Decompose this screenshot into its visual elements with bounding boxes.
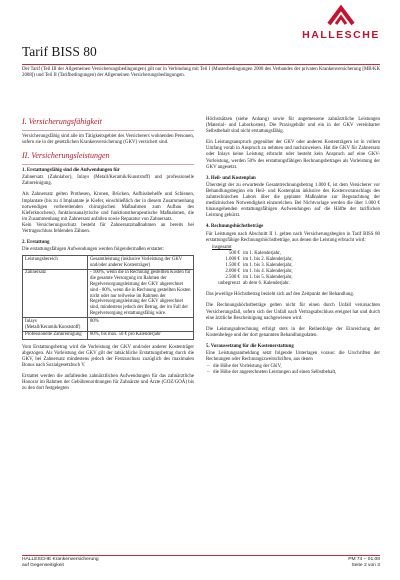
table-cell-label: Zahnersatz	[23, 269, 88, 317]
subsection-heading: 5. Voraussetzung für die Kostenerstattung	[206, 343, 294, 349]
subsection-heading: 4. Rechnungshöchstbeträge	[206, 224, 264, 230]
amount-list-heading: insgesamt	[212, 244, 232, 250]
benefit-table	[22, 255, 194, 339]
paragraph: Versicherungsfähig sind alle im Tätigkeitsgebiet des Versicherers wohnenden Personen, sofern sie in der gesetzlichen Krankenversicherung (GKV) versichert sind.	[22, 134, 194, 146]
paragraph: Höchstsätzen (siehe Anhang) sowie für angemessene zahnärztliche Leistungen (Material- und Laborkosten). Die Praxisgebühr und ein in der GKV vereinbarter Selbstbehalt sind nicht erstattungsfähig.	[206, 117, 380, 135]
amount-text: im 1. bis 3. Kalenderjahr,	[243, 262, 293, 268]
subsection-heading: 1. Erstattungsfähig sind die Aufwendungen für	[22, 168, 120, 174]
brand-logo	[296, 4, 386, 41]
paragraph: Die Leistungsabrechnung erfolgt stets in der Reihenfolge der Einreichung der Kostenbelege und der dort genannten Behandlungsdaten.	[206, 326, 380, 338]
list-item: – die Höhe der angerechneten Leistungen auf einen Selbstbehalt,	[213, 370, 380, 376]
paragraph: Die Rechnungshöchstbeträge gelten nicht für einen durch Unfall verursachten Versicherungsfall, sofern sich der Unfall nach Vertragsabschluss ereignet hat und durch eine ärztliche Bescheinigung nachgewiesen wird.	[206, 303, 380, 321]
table-row	[23, 318, 194, 332]
amount-value: 1.500 €	[225, 262, 240, 268]
section-divider	[22, 130, 194, 131]
table-row	[23, 256, 194, 270]
amount-text: im 1. bis 5. Kalenderjahr,	[243, 275, 293, 281]
amount-text: im 1. Kalenderjahr,	[243, 250, 281, 256]
paragraph: Ein Leistungsanspruch gegenüber der GKV oder anderen Kostenträgern ist in vollem Umfang vorab in Anspruch zu nehmen und nachzuweisen. Hat die GKV für Zahnersatz oder Inlays keine Leistung erbracht oder besteht kein Anspruch auf eine GKV-Vorleistung, werden 50% des erstattungsfähigen Rechnungsbetrages als Vorleistung der GKV angesetzt.	[206, 140, 380, 170]
subsection-heading: 3. Heil- und Kostenplan	[206, 175, 256, 181]
paragraph: Übersteigt der zu erwartende Gesamtrechnungsbetrag 1.000 €, ist dem Versicherer vor Behandlungsbeginn ein Heil- und Kostenplan inklusive des Kostenvoranschlags des zahntechnischen Labors über die geplante Maßnahme zur Begutachtung der medizinischen Notwendigkeit einzureichen. Bei Nichtvorlage werden die über 1.000 € hinausgehenden erstattungsfähigen Aufwendungen auf die Hälfte der tariflichen Leistung gekürzt.	[206, 182, 380, 219]
title-divider	[22, 64, 380, 65]
table-cell-value: 80%, bis max. 50 € pro Kalenderjahr	[87, 331, 193, 339]
left-column	[22, 117, 194, 397]
table-cell-value: - 100%, wenn die in Rechnung gestellten Kosten für die gesamte Versorgung im Rahmen der Regelversorgungsleistung der GKV abgerechnet sind - 80%, wenn die in Rechnung gestellten Kosten nicht oder nur teilweise im Rahmen der Regelversorgungsleistung der GKV abgerechnet sind, mindestens jedoch der Betrag, der im Fall der Regelversorgung erstattungsfähig wäre.	[87, 269, 193, 317]
amount-value: unbegrenzt	[218, 281, 240, 287]
section-heading: II. Versicherungsleistungen	[22, 151, 110, 161]
amount-text: ab dem 6. Kalenderjahr.	[243, 281, 290, 287]
paragraph: Die erstattungsfähigen Aufwendungen werden folgendermaßen erstattet:	[22, 247, 164, 253]
section-heading: I. Versicherungsfähigkeit	[22, 117, 102, 126]
intro-paragraph: Der Tarif (Teil III der Allgemeinen Versicherungsbedingungen) gilt nur in Verbindung mit Teil I (Musterbedingungen 2008 des Verbandes der privaten Krankenversicherung [MB/KK 2008]) und Teil II (Tarifbedingungen) der Allgemeinen Versicherungsbedingungen.	[22, 67, 380, 79]
footer-left	[22, 557, 99, 569]
list-item	[214, 281, 380, 287]
paragraph: Eine Leistungsanmeldung setzt folgende Unterlagen voraus: die Urschriften der Rechnungen oder Rechnungszweitschriften, aus denen	[206, 351, 380, 363]
footer-company-suffix: auf Gegenseitigkeit	[22, 563, 64, 568]
paragraph: Vom Erstattungsbetrag wird die Vorleistung der GKV und/oder anderer Kostenträger abgezogen. Als Vorleistung der GKV gilt der tatsächliche Erstattungsbetrag durch die GKV, bei Zahnersatz mindestens jedoch der Festzuschuss zuzüglich des maximalen Bonus nach Sozialgesetzbuch V.	[22, 344, 194, 368]
footer-company: HALLESCHE Krankenversicherung	[22, 557, 99, 562]
subsection-heading: 2. Erstattung	[22, 240, 50, 246]
amount-value: 2.000 €	[225, 269, 240, 275]
footer-divider	[22, 555, 380, 556]
paragraph: Als Zahnersatz gelten Prothesen, Kronen, Brücken, Aufbissbehelfe und Schienen, Implantate (bis zu 4 Implantate je Kiefer, einschließlich der in diesem Zusammenhang notwendigen vorbereitenden chirurgischen Maßnahmen zum Aufbau des Kieferknochens), funktionsanalytische und funktionstherapeutische Maßnahmen, die im Zusammenhang mit Zahnersatz anfallen sowie Reparatur von Zahnersatz.	[22, 192, 194, 222]
form-number: PM 74 – 01.08	[348, 557, 380, 562]
logo-mark-icon	[326, 4, 356, 30]
table-cell-value: Gesamtleistung (inklusive Vorleistung der GKV und/oder anderer Kostenträger)	[87, 256, 193, 270]
amount-text: im 1. bis 4. Kalenderjahr,	[243, 269, 293, 275]
page-number: Seite 2 von 3	[351, 563, 380, 568]
right-column	[206, 117, 380, 380]
paragraph: Erstattet werden die anfallenden zahnärztlichen Aufwendungen für das zahnärztliche Honorar im Rahmen der Gebührenordnungen für Zahnärzte und Ärzte (GOZ/GOÄ) bis zu den dort festgelegten	[22, 374, 194, 392]
amount-text: im 1. bis 2. Kalenderjahr,	[243, 256, 293, 262]
amount-value: 500 €	[228, 250, 240, 256]
amount-value: 2.500 €	[225, 275, 240, 281]
page-title: Tarif BISS 80	[22, 44, 97, 59]
list-item: – die Höhe der Vorleistung der GKV,	[213, 364, 380, 370]
footer-right	[348, 557, 380, 569]
bullet-list	[206, 364, 380, 376]
amount-value: 1.000 €	[225, 256, 240, 262]
section-divider	[22, 164, 194, 165]
paragraph: Für Leistungen nach Abschnitt II 1. gelten nach Versicherungsbeginn in Tarif BISS 80 erstattungsfähige Rechnungshöchstbeträge, aus denen die Leistung erbracht wird:	[206, 231, 380, 243]
paragraph: Kein Versicherungsschutz besteht für Zahnersatzmaßnahmen an bereits bei Vertragsschluss fehlenden Zähnen.	[22, 222, 194, 235]
paragraph: Das jeweilige Höchstbetrag bezieht sich auf den Zeitpunkt der Behandlung.	[206, 292, 355, 298]
table-cell-label: Leistungsbereich	[23, 256, 88, 270]
table-row	[23, 331, 194, 339]
brand-name: HALLESCHE	[302, 29, 380, 41]
table-row	[23, 269, 194, 317]
paragraph: Zahnersatz (Zahnlabor), Inlays (Metall/Keramik/Kunststoff) und professionelle Zahnreinigung.	[22, 175, 194, 187]
table-cell-value: 80%	[87, 318, 193, 332]
amount-list	[206, 245, 380, 288]
table-cell-label: Inlays (Metall/Keramik/Kunststoff)	[23, 318, 88, 332]
table-cell-label: Professionelle Zahnreinigung	[23, 331, 88, 339]
